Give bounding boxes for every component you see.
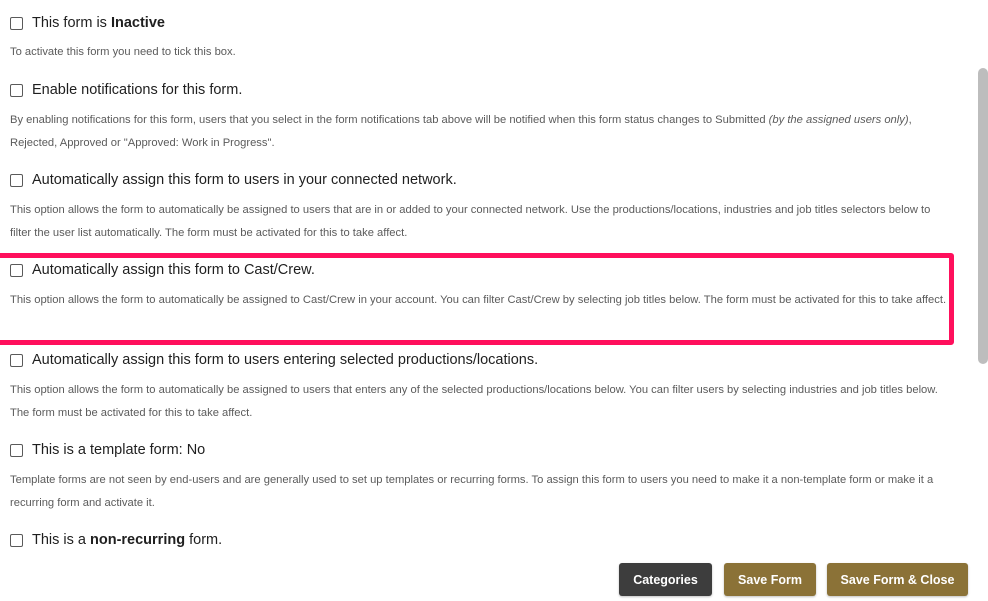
notifications-checkbox[interactable] bbox=[10, 84, 23, 97]
option-template bbox=[10, 438, 958, 515]
option-notifications bbox=[10, 78, 958, 155]
recurring-label[interactable]: This is a non-recurring form. bbox=[32, 532, 223, 548]
categories-button[interactable]: Categories bbox=[619, 563, 712, 596]
option-productions-locations bbox=[10, 348, 958, 425]
connected-network-checkbox[interactable] bbox=[10, 174, 23, 187]
inactive-label[interactable]: This form is Inactive bbox=[32, 15, 165, 31]
productions-locations-label[interactable]: Automatically assign this form to users entering selected productions/locations. bbox=[32, 352, 539, 368]
option-cast-crew bbox=[10, 258, 958, 312]
inactive-checkbox[interactable] bbox=[10, 17, 23, 30]
option-recurring bbox=[10, 528, 958, 552]
option-connected-network bbox=[10, 168, 958, 245]
connected-network-label[interactable]: Automatically assign this form to users in your connected network. bbox=[32, 172, 457, 188]
save-form-close-button[interactable]: Save Form & Close bbox=[827, 563, 968, 596]
cast-crew-checkbox[interactable] bbox=[10, 264, 23, 277]
connected-network-description: This option allows the form to automatically be assigned to users that are in or added to your connected network. Use the productions/locations, industries and job titles selectors below to filter the user list automatically. The form must be activated for this to take affect. bbox=[10, 204, 931, 239]
template-label[interactable]: This is a template form: No bbox=[32, 442, 206, 458]
template-checkbox[interactable] bbox=[10, 444, 23, 457]
cast-crew-description: This option allows the form to automatically be assigned to Cast/Crew in your account. You can filter Cast/Crew by selecting job titles below. The form must be activated for this to take affect. bbox=[10, 294, 947, 306]
option-inactive bbox=[10, 11, 958, 64]
productions-locations-description: This option allows the form to automatically be assigned to users that enters any of the selected productions/locations below. You can filter users by selecting industries and job titles below. The form must be activated for this to take affect. bbox=[10, 384, 938, 419]
inactive-description: To activate this form you need to tick this box. bbox=[10, 46, 236, 58]
cast-crew-label[interactable]: Automatically assign this form to Cast/Crew. bbox=[32, 262, 315, 278]
save-form-button[interactable]: Save Form bbox=[724, 563, 816, 596]
notifications-description: By enabling notifications for this form, users that you select in the form notifications tab above will be notified when this form status changes to Submitted (by the assigned users only), Rejected, Approved or "Approved: Work in Progress". bbox=[10, 114, 912, 149]
recurring-checkbox[interactable] bbox=[10, 534, 23, 547]
scrollbar-thumb[interactable] bbox=[978, 68, 988, 364]
productions-locations-checkbox[interactable] bbox=[10, 354, 23, 367]
notifications-label[interactable]: Enable notifications for this form. bbox=[32, 82, 243, 98]
template-description: Template forms are not seen by end-users and are generally used to set up templates or recurring forms. To assign this form to users you need to make it a non-template form or make it a recurring form and activate it. bbox=[10, 474, 934, 509]
